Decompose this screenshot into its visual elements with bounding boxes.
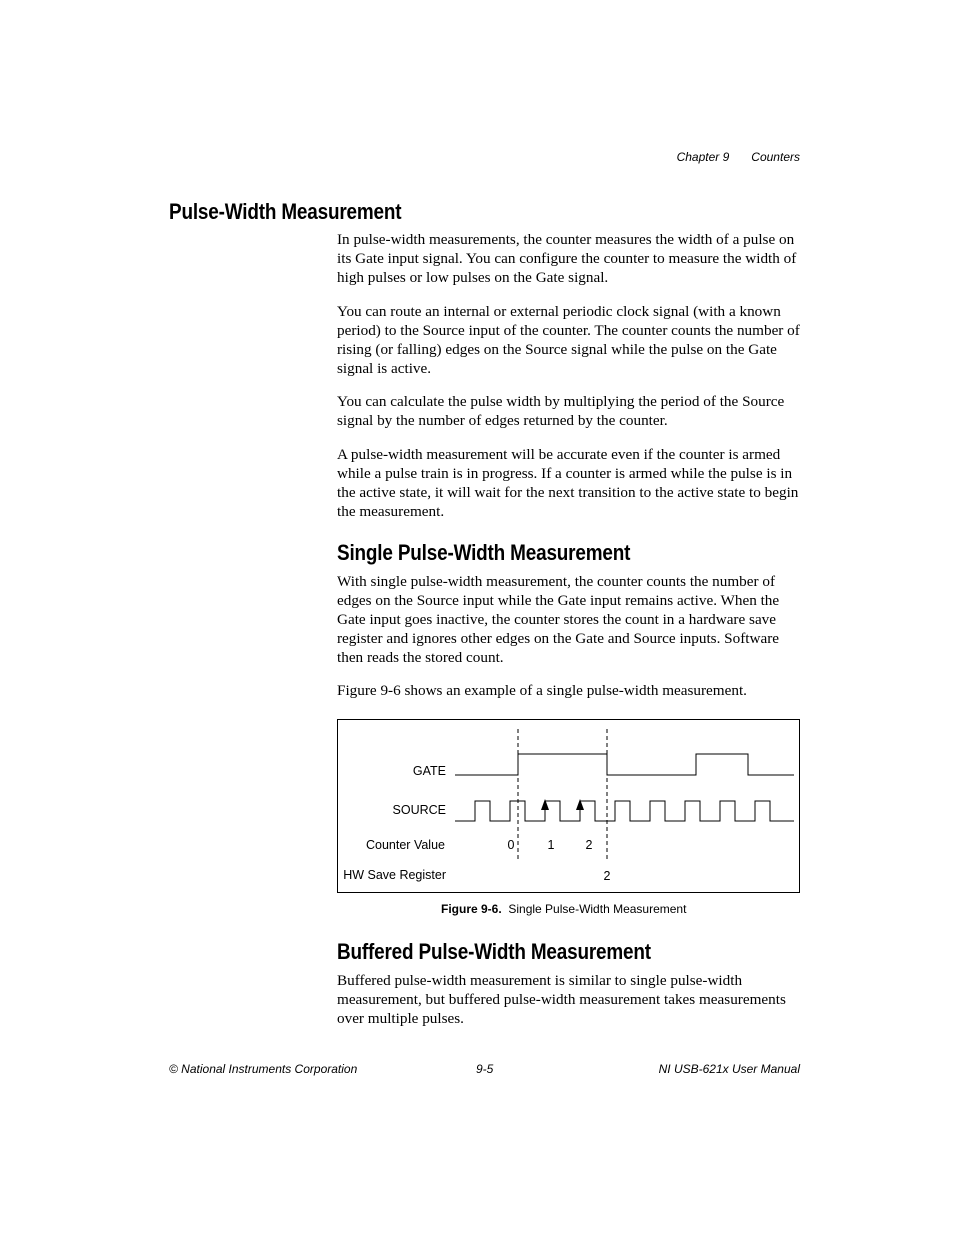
footer-page-number: 9-5 [476,1062,494,1076]
pulse-width-para-2: You can route an internal or external periodic clock signal (with a known period) to the Source input of the counter. The counter counts the number of rising (or falling) edges on the Source signal while the pulse on the Gate signal is active. [337,303,800,377]
buffered-para-1: Buffered pulse-width measurement is similar to single pulse-width measurement, but buffered pulse-width measurement takes measurements over multiple pulses. [337,972,786,1027]
header-chapter: Chapter 9 [676,150,730,164]
pulse-width-para-3: You can calculate the pulse width by multiplying the period of the Source signal by the number of edges returned by the counter. [337,393,785,429]
pulse-width-para-4: A pulse-width measurement will be accurate even if the counter is armed while a pulse train is in progress. If a counter is armed while the pulse is in the active state, it will wait for the next transition to the active state to begin the measurement. [337,446,799,520]
single-para-1: With single pulse-width measurement, the counter counts the number of edges on the Source input while the Gate input remains active. When the Gate input goes inactive, the counter stores the count in a hardware save register and ignores other edges on the Gate and Source inputs. Software then reads the stored count. [337,573,780,666]
buffered-pulse-width-heading: Buffered Pulse-Width Measurement [337,939,651,964]
source-waveform [455,801,794,821]
counter-value-0: 0 [507,838,515,852]
figure-caption [441,902,686,916]
hw-save-register-label: HW Save Register [343,868,446,882]
gate-label: GATE [412,764,446,778]
source-label: SOURCE [392,803,446,817]
figure-caption-number: Figure 9-6. [441,902,502,916]
header-section: Counters [751,150,800,164]
figure-caption-text: Single Pulse-Width Measurement [508,902,687,916]
timing-diagram-svg [338,720,799,892]
hw-save-register-value: 2 [603,869,611,883]
pulse-width-para-1: In pulse-width measurements, the counter measures the width of a pulse on its Gate input signal. You can configure the counter to measure the width of high pulses or low pulses on the Gate signal. [337,231,797,286]
running-header [677,150,800,164]
gate-waveform [455,754,794,775]
counter-value-label: Counter Value [366,838,445,852]
footer-copyright: © National Instruments Corporation [169,1062,358,1076]
footer-manual-title: NI USB-621x User Manual [658,1062,800,1076]
figure-9-6-timing-diagram [337,719,800,893]
pulse-width-heading: Pulse-Width Measurement [169,199,402,224]
single-pulse-width-heading: Single Pulse-Width Measurement [337,540,631,565]
counter-value-2: 2 [585,838,593,852]
counter-value-1: 1 [547,838,555,852]
single-para-2: Figure 9-6 shows an example of a single pulse-width measurement. [337,682,747,699]
